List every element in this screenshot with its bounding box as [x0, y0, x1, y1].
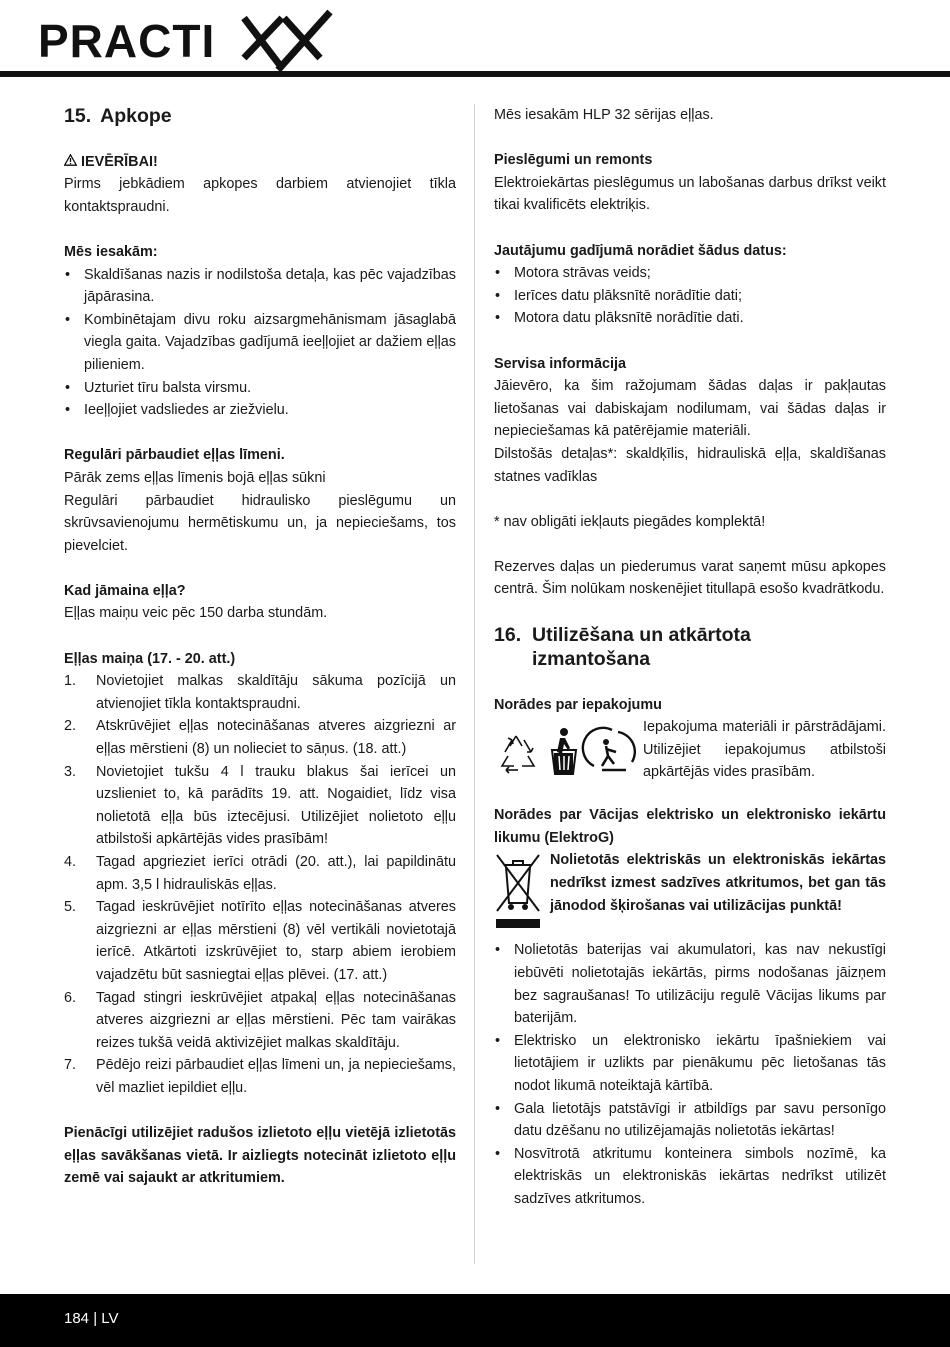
step-text: Tagad stingri ieskrūvējiet atpakaļ eļļas notecināšanas atveres aizgriezni ar eļļas mērstieni. Pēc tam vairākas reizes tukšā veidā aktivizējiet malkas skaldītāju.: [96, 989, 456, 1051]
step-item: [64, 761, 456, 851]
tidyman-icon: [552, 728, 576, 774]
list-item: • Nolietotās baterijas vai akumulatori, kas nav nekustīgi iebūvēti nolietotajās iekārtās, pirms nodošanas jāizņem bez sagraušanas! To utilizāciju regulē Vācijas likums par baterijām.: [494, 939, 886, 1029]
section-title: Apkope: [100, 105, 172, 127]
step-item: [64, 896, 456, 986]
wear-parts-text: Dilstošās detaļas*: skaldķīlis, hidrauliskā eļļa, skaldīšanas statnes vadīklas: [494, 445, 886, 485]
oil-check-line1: Pārāk zems eļļas līmenis bojā eļļas sūkni: [64, 469, 326, 486]
page-number-value: 184: [64, 1310, 90, 1327]
list-item: • Uzturiet tīru balsta virsmu.: [64, 377, 456, 400]
list-item: • Ierīces datu plāksnītē norādītie dati;: [494, 285, 886, 308]
list-item: • Nosvītrotā atkritumu konteinera simbols nozīmē, ka elektriskās un elektroniskās iekārtas nedrīkst utilizēt sadzīves atkritumos.: [494, 1143, 886, 1211]
step-text: Atskrūvējiet eļļas notecināšanas atveres aizgriezni ar eļļas mērstieni (8) un nolieciet to sāņus. (18. att.): [96, 718, 456, 758]
recommend-list: [64, 264, 456, 422]
person-recycle-icon: [583, 728, 635, 770]
step-text: Novietojiet tukšu 4 l trauku blakus šai ierīcei un uzslieniet to, kā parādīts 19. att. Nogaidiet, līdz visa nolietotā eļļa būs iztecējusi. Utilizējiet nolietoto eļļu atbilstoši apkārtējās vides prasībām!: [96, 763, 456, 848]
hlp-text: Mēs iesakām HLP 32 sērijas eļļas.: [494, 107, 714, 123]
step-item: [64, 670, 456, 715]
connections-text: Elektroiekārtas pieslēgumus un labošanas darbus drīkst veikt tikai kvalificēts elektriķis.: [494, 174, 886, 214]
step-number: 7.: [64, 1057, 77, 1074]
practixx-logo: [38, 8, 338, 72]
section-title-line1: Utilizēšana un atkārtota: [532, 624, 751, 647]
warning-heading: [64, 151, 456, 174]
warning-text: Pirms jebkādiem apkopes darbiem atvienojiet tīkla kontaktspraudni.: [64, 176, 456, 215]
weee-list: [494, 939, 886, 1210]
change-steps: [64, 670, 456, 1099]
step-number: 4.: [64, 854, 77, 870]
step-number: 6.: [64, 989, 77, 1006]
oil-check-line2: Regulāri pārbaudiet hidraulisko pieslēgumu un skrūvsavienojumu hermētiskumu un, ja nepieciešams, tos pievelciet.: [64, 492, 456, 554]
packaging-text: Iepakojuma materiāli ir pārstrādājami. Utilizējiet iepakojumus atbilstoši apkārtējās vides prasībām.: [643, 719, 886, 781]
step-text: Tagad ieskrūvējiet notīrīto eļļas notecināšanas atveres aizgriezni ar eļļas mērstieni (8) vēl vertikāli novietotajā ierīcē. Atkārtoti izskrūvējiet to, starp abiem ierobiem vajadzētu būt sasniegtai eļļas plēvei. (17. att.): [96, 899, 456, 983]
step-text: Tagad apgrieziet ierīci otrādi (20. att.), lai papildinātu apm. 3,5 l hidrauliskās eļļas.: [96, 854, 456, 893]
list-item: • Motora datu plāksnītē norādītie dati.: [494, 307, 886, 330]
svg-text:PRACTI: PRACTI: [38, 15, 216, 67]
step-number: 3.: [64, 763, 77, 780]
right-column: [494, 104, 886, 1211]
recommend-heading: Mēs iesakām:: [64, 243, 158, 260]
list-item: • Motora strāvas veids;: [494, 262, 886, 285]
language-code: LV: [101, 1310, 119, 1327]
step-text: Novietojiet malkas skaldītāju sākuma pozīcijā un atvienojiet tīkla kontaktspraudni.: [96, 673, 456, 712]
when-heading: Kad jāmaina eļļa?: [64, 582, 186, 599]
service-note: * nav obligāti iekļauts piegādes komplektā!: [494, 513, 766, 530]
section-number: 15.: [64, 105, 92, 127]
step-item: [64, 1054, 456, 1099]
page-number: 184 | LV: [64, 1310, 119, 1327]
step-number: 1.: [64, 673, 77, 690]
oil-check-heading: Regulāri pārbaudiet eļļas līmeni.: [64, 447, 285, 464]
weee-heading: Norādes par Vācijas elektrisko un elektronisko iekārtu likumu (ElektroG): [494, 807, 886, 846]
recycle-icon: [502, 736, 534, 773]
list-item: • Elektrisko un elektronisko iekārtu īpašniekiem vai lietotājiem ir uzlikts par pienākumu pēc lietošanas tās nodot likumā noteiktajā kārtībā.: [494, 1030, 886, 1098]
page-footer: [0, 1294, 950, 1347]
weee-block: [494, 849, 886, 939]
section-title: [532, 623, 751, 671]
recycling-icons: [494, 722, 640, 778]
list-item: • Gala lietotājs patstāvīgi ir atbildīgs par savu personīgo datu dzēšanu no utilizējamajās nolietotās iekārtas!: [494, 1098, 886, 1143]
step-item: [64, 715, 456, 760]
list-item: • Skaldīšanas nazis ir nodilstoša detaļa, kas pēc vajadzības jāpārasina.: [64, 264, 456, 309]
section-title-line2: izmantošana: [532, 648, 651, 671]
section-heading-16: [494, 623, 886, 671]
questions-heading: Jautājumu gadījumā norādiet šādus datus:: [494, 242, 787, 259]
section-heading-15: [64, 104, 456, 128]
packaging-heading: Norādes par iepakojumu: [494, 696, 662, 713]
spare-parts-text: Rezerves daļas un piederumus varat saņemt mūsu apkopes centrā. Šim nolūkam noskenējiet titullapā esošo kvadrātkodu.: [494, 558, 886, 598]
section-number: 16.: [494, 624, 522, 647]
step-text: Pēdējo reizi pārbaudiet eļļas līmeni un, ja nepieciešams, vēl mazliet iepildiet eļļu.: [96, 1057, 456, 1096]
crossed-bin-icon: [494, 851, 542, 931]
header-rule: [0, 71, 950, 77]
service-heading: Servisa informācija: [494, 355, 626, 372]
change-heading: Eļļas maiņa (17. - 20. att.): [64, 650, 236, 667]
step-item: [64, 987, 456, 1055]
step-number: 5.: [64, 899, 77, 916]
connections-heading: Pieslēgumi un remonts: [494, 152, 653, 169]
column-divider: [474, 104, 475, 1264]
left-column: [64, 104, 456, 1190]
questions-list: [494, 262, 886, 330]
warning-triangle-icon: [64, 151, 77, 174]
step-item: [64, 851, 456, 896]
warning-heading-text: IEVĒRĪBAI!: [81, 153, 158, 170]
step-number: 2.: [64, 718, 77, 735]
when-text: Eļļas maiņu veic pēc 150 darba stundām.: [64, 605, 328, 622]
page-header: [0, 0, 950, 80]
weee-bold-text: Nolietotās elektriskās un elektroniskās iekārtas nedrīkst izmest sadzīves atkritumos, bet gan tās jānodod šķirošanas vai utilizācijas punktā!: [550, 852, 886, 914]
list-item: • Ieeļļojiet vadsliedes ar ziežvielu.: [64, 399, 456, 422]
dispose-oil-text: Pienācīgi utilizējiet radušos izlietoto eļļu vietējā izlietotās eļļas savākšanas vietā. Ir aizliegts notecināt izlietoto eļļu zemē vai sajaukt ar atkritumiem.: [64, 1125, 456, 1187]
packaging-block: [494, 716, 886, 784]
list-item: • Kombinētajam divu roku aizsargmehānismam jāsaglabā viegla gaita. Vajadzības gadījumā ieeļļojiet ar dažiem eļļas pilieniem.: [64, 309, 456, 377]
service-text: Jāievēro, ka šim ražojumam šādas daļas ir pakļautas lietošanas vai dabiskajam nodilumam, vai šādas daļas ir nepieciešamas kā patērējamie materiāli.: [494, 378, 886, 440]
